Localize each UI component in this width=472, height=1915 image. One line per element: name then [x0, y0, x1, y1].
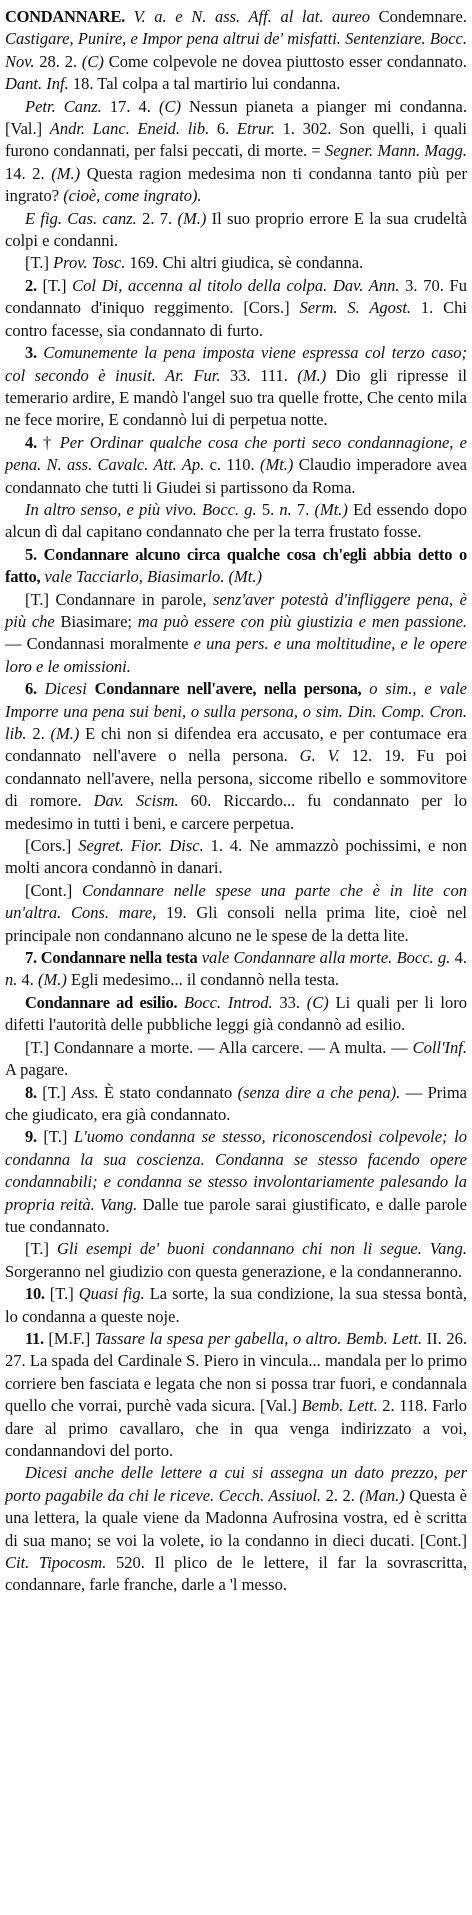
- entry-text: [M.F.]: [43, 1328, 95, 1348]
- sense-label: 6.: [25, 679, 37, 699]
- entry-text: Dav. Scism.: [93, 791, 179, 811]
- entry-text: Egli medesimo... il condannò nella testa.: [66, 970, 340, 990]
- entry-text: Nessun pianeta a pianger mi condanna. [Val.]: [5, 96, 467, 139]
- entry-text: 19. Gli consoli nella prima lite, cioè nel principale non condannano alcuno ne le spese de la detta lite.: [5, 903, 468, 945]
- entry-text: Segret. Fior. Disc.: [78, 836, 204, 856]
- entry-text: 1. 302. Son quelli, i quali furono condannati, per falsi peccati, di morte. =: [5, 119, 468, 161]
- entry-text: Andr. Lanc. Eneid. lib.: [49, 119, 210, 139]
- entry-text: Il suo proprio errore E la sua crudeltà colpi e condanni.: [5, 208, 467, 251]
- entry-text: Segner. Mann. Magg.: [325, 141, 467, 161]
- entry-text: [177, 993, 184, 1012]
- entry-text: [37, 679, 45, 698]
- entry-text: 2. 118. Farlo dare al primo cavallaro, che in qua venga indirizzato a voi, condannandovi del porto.: [5, 1396, 467, 1460]
- entry-text: [T.]: [25, 1239, 57, 1259]
- entry-text: n.: [279, 499, 292, 519]
- entry-text: Condannare nelle spese una parte che è in lite con un'altra. Cons. mare,: [5, 880, 467, 923]
- entry-text: Come colpevole ne dovea piuttosto esser condannato.: [103, 51, 467, 71]
- entry-text: 4.: [450, 948, 468, 968]
- entry-paragraph: [5, 275, 467, 342]
- entry-text: Dant. Inf.: [5, 74, 69, 94]
- entry-text: 33. 111.: [220, 365, 298, 385]
- entry-paragraph: [5, 1126, 467, 1238]
- entry-text: 18. Tal colpa a tal martirio lui condanna.: [68, 74, 341, 94]
- entry-text: n.: [5, 970, 18, 990]
- entry-text: (Man.): [359, 1485, 405, 1505]
- entry-text: II. 26. 27. La spada del Cardinale S. Piero in vincula... mandala per lo primo corriere ben fasciata e legata che non si possa trar fuori, e condannala quello che vorrai, purchè vada sicura. [Val.]: [5, 1328, 467, 1416]
- entry-text: Prov. Tosc.: [53, 253, 126, 273]
- entry-text: Bemb. Lett.: [301, 1396, 378, 1416]
- entry-text: vale Condannare alla morte. Bocc. g.: [201, 948, 451, 968]
- entry-paragraph: [5, 499, 467, 544]
- entry-text: 4.: [17, 970, 38, 990]
- entry-text: Cit. Tipocosm.: [5, 1553, 107, 1573]
- entry-text: 60. Riccardo... fu condannato per lo medesimo in tutti i beni, e carcere perpetua.: [5, 791, 468, 833]
- entry-paragraph: [5, 96, 467, 208]
- entry-text: — Prima che giudicato, era già condannato.: [5, 1082, 467, 1124]
- entry-text: (cioè, come ingrato).: [63, 186, 202, 206]
- entry-paragraph: [5, 1328, 467, 1462]
- entry-text: 6.: [209, 119, 237, 139]
- entry-text: 2. 7.: [136, 208, 178, 228]
- entry-text: (senza dire a che pena).: [237, 1082, 401, 1102]
- entry-text: [T.] Condannare in parole,: [25, 589, 214, 609]
- entry-paragraph: [5, 1283, 467, 1328]
- sense-label: 5. Condannare alcuno circa qualche cosa ch'egli abbia detto o fatto,: [5, 544, 467, 587]
- entry-text: Dicesi: [44, 679, 87, 699]
- entry-text: [T.]: [36, 275, 73, 295]
- entry-paragraph: [5, 1462, 467, 1596]
- entry-text: In altro senso, e più vivo. Bocc. g.: [25, 499, 257, 519]
- entry-text: [T.]: [36, 1082, 72, 1102]
- entry-text: (M.): [177, 208, 207, 228]
- sense-label: 2.: [25, 275, 37, 295]
- entry-text: Gli esempi de' buoni condannano chi non li segue. Vang.: [56, 1239, 467, 1259]
- entry-text: †: [36, 432, 60, 452]
- entry-text: Castigare, Punire, e Impor pena altrui de' misfatti. Sentenziare. Bocc. Nov.: [5, 29, 467, 71]
- headword: CONDANNARE.: [5, 7, 125, 26]
- entry-text: Col Di, accenna al titolo della colpa. Dav. Ann.: [72, 275, 400, 295]
- entry-text: Biasimare;: [54, 611, 138, 631]
- entry-text: Petr. Canz.: [25, 96, 102, 116]
- entry-paragraph: [5, 1238, 467, 1283]
- entry-text: Li quali per li loro difetti l'autorità delle pubbliche leggi già condannò ad esilio.: [5, 992, 468, 1035]
- entry-text: Coll'Inf.: [412, 1037, 467, 1057]
- entry-text: (C): [158, 96, 181, 116]
- entry-text: (C): [81, 51, 104, 71]
- entry-text: 3. 70. Fu condannato d'iniquo reggimento. [Cors.]: [5, 275, 467, 318]
- entry-text: [T.]: [36, 1127, 75, 1147]
- entry-text: (M.): [50, 724, 80, 743]
- entry-paragraph: [5, 1037, 467, 1082]
- entry-text: A pagare.: [5, 1060, 69, 1080]
- entry-text: È stato condannato: [98, 1082, 238, 1102]
- entry-paragraph: [5, 835, 467, 880]
- entry-paragraph: [5, 6, 467, 96]
- sense-label: 10.: [25, 1284, 45, 1304]
- entry-text: G. V.: [299, 746, 340, 766]
- entry-paragraph: [5, 947, 467, 992]
- entry-text: Sorgeranno nel giudizio con questa generazione, e la condanneranno.: [5, 1261, 462, 1281]
- sense-label: 4.: [25, 432, 37, 452]
- entry-text: Dalle tue parole sarai giustificato, e dalle parole tue condannato.: [5, 1194, 467, 1236]
- entry-text: Per Ordinar qualche cosa che porti seco condannagione, e pena. N. ass. Cavalc. Att. Ap.: [5, 432, 468, 475]
- entry-text: 33.: [272, 992, 307, 1012]
- entry-text: E chi non si difendea era accusato, e per contumace era condannato nell'avere o nella persona.: [5, 724, 467, 766]
- entry-text: V. a. e N. ass. Aff. al lat. aureo: [133, 7, 370, 26]
- sense-label: 9.: [25, 1127, 37, 1147]
- entry-text: (M.): [51, 163, 81, 183]
- entry-text: E fig. Cas. canz.: [25, 208, 137, 228]
- entry-text: [Cors.]: [25, 836, 79, 856]
- entry-text: Serm. S. Agost.: [299, 298, 412, 318]
- entry-text: 169. Chi altri giudica, sè condanna.: [125, 253, 364, 273]
- entry-paragraph: [5, 544, 467, 589]
- entry-text: (Mt.): [259, 455, 294, 475]
- sense-label: Condannare nell'avere, nella persona,: [94, 679, 362, 699]
- entry-text: L'uomo condanna se stesso, riconoscendosi colpevole; lo condanna la sua coscienza. Condanna se stesso facendo opere condannabili; e condanna se stesso involontariamente palesando la propria reità. Vang.: [5, 1127, 467, 1214]
- dictionary-entry: [5, 6, 467, 1597]
- entry-text: 1. 4. Ne ammazzò pochissimi, e non molti ancora condannò in danari.: [5, 836, 467, 878]
- entry-text: Dio gli ripresse il temerario ardire, E mandò l'angel suo tra quelle frotte, Che cento mila ne fece morire, E condannò lui di perpetua notte.: [5, 365, 467, 430]
- entry-paragraph: [5, 252, 467, 274]
- entry-paragraph: [5, 1082, 467, 1127]
- entry-text: Etrur.: [236, 119, 275, 139]
- entry-text: 14. 2.: [5, 163, 52, 183]
- entry-text: [T.]: [44, 1284, 79, 1304]
- entry-text: o sim., e vale Imporre una pena sui beni, o sulla persona, o sim. Din. Comp. Cron. lib.: [5, 679, 468, 743]
- entry-text: — Condannasi moralmente: [5, 634, 194, 654]
- sense-label: 7. Condannare nella testa: [25, 948, 198, 968]
- entry-paragraph: [5, 589, 467, 679]
- entry-paragraph: [5, 992, 467, 1037]
- entry-text: e una pers. e una moltitudine, e le opere loro e le omissioni.: [5, 634, 467, 676]
- entry-text: Quasi fig.: [78, 1284, 145, 1304]
- entry-text: (M.): [297, 365, 327, 385]
- entry-text: Questa ragion medesima non ti condanna tanto più per ingrato?: [5, 163, 468, 206]
- entry-paragraph: [5, 208, 467, 253]
- entry-text: Ass.: [71, 1082, 99, 1102]
- entry-text: Tassare la spesa per gabella, o altro. Bemb. Lett.: [94, 1328, 423, 1348]
- entry-paragraph: [5, 432, 467, 499]
- entry-text: Ed essendo dopo alcun dì dal capitano condannato che per la terra frustato fosse.: [5, 499, 468, 542]
- entry-text: c. 110.: [204, 455, 260, 475]
- entry-paragraph: [5, 342, 467, 432]
- entry-text: Claudio imperadore avea condannato che tutti li Giudei si partissono da Roma.: [5, 455, 467, 497]
- entry-text: La sorte, la sua condizione, la sua stessa bontà, lo condanna a queste noje.: [5, 1284, 468, 1326]
- entry-text: senz'aver potestà d'infliggere pena, è più che: [5, 589, 467, 631]
- entry-text: [T.] Condannare a morte. — Alla carcere. — A multa. —: [25, 1037, 413, 1057]
- entry-text: [87, 679, 95, 698]
- entry-text: ma può essere con più giustizia e men passione.: [137, 611, 468, 631]
- entry-text: (M.): [38, 970, 67, 990]
- entry-text: (Mt.): [314, 499, 348, 519]
- entry-paragraph: [5, 880, 467, 947]
- entry-text: (C): [306, 992, 329, 1012]
- entry-text: Comunemente la pena imposta viene espressa col terzo caso; col secondo è inusit. Ar. Fur.: [5, 343, 467, 385]
- entry-text: Condemnare.: [369, 7, 467, 26]
- entry-text: 520. Il plico de le lettere, il far la sovrascritta, condannare, farle franche, darle a 'l messo.: [5, 1553, 468, 1595]
- entry-text: 5.: [256, 499, 280, 519]
- entry-text: 2.: [26, 724, 51, 743]
- entry-text: [Cont.]: [25, 880, 82, 900]
- entry-text: [125, 7, 134, 26]
- entry-text: 17. 4.: [101, 96, 159, 116]
- entry-text: Dicesi anche delle lettere a cui si assegna un dato prezzo, per porto pagabile da chi le riceve. Cecch. Assiuol.: [5, 1463, 467, 1505]
- sense-label: 3.: [25, 343, 37, 363]
- entry-text: Questa è una lettera, la quale viene da Madonna Aufrosina vostra, ed è scritta di sua mano; se voi la volete, io la condanno in dieci ducati. [Cont.]: [5, 1485, 467, 1550]
- entry-text: 12. 19. Fu poi condannato nell'avere, nella persona, siccome ribello e sommovitore di romore.: [5, 746, 467, 811]
- entry-paragraph: [5, 678, 467, 835]
- entry-text: 28. 2.: [34, 51, 82, 71]
- entry-text: 1. Chi contro facesse, sia condannato di furto.: [5, 298, 467, 340]
- sense-label: 11.: [25, 1328, 44, 1348]
- sense-label: 8.: [25, 1082, 37, 1102]
- entry-text: 2. 2.: [321, 1485, 360, 1505]
- entry-text: Bocc. Introd.: [184, 992, 273, 1012]
- entry-text: [T.]: [25, 253, 54, 273]
- entry-text: vale Tacciarlo, Biasimarlo. (Mt.): [44, 567, 262, 587]
- entry-text: 7.: [291, 499, 315, 519]
- sense-label: Condannare ad esilio.: [25, 992, 178, 1012]
